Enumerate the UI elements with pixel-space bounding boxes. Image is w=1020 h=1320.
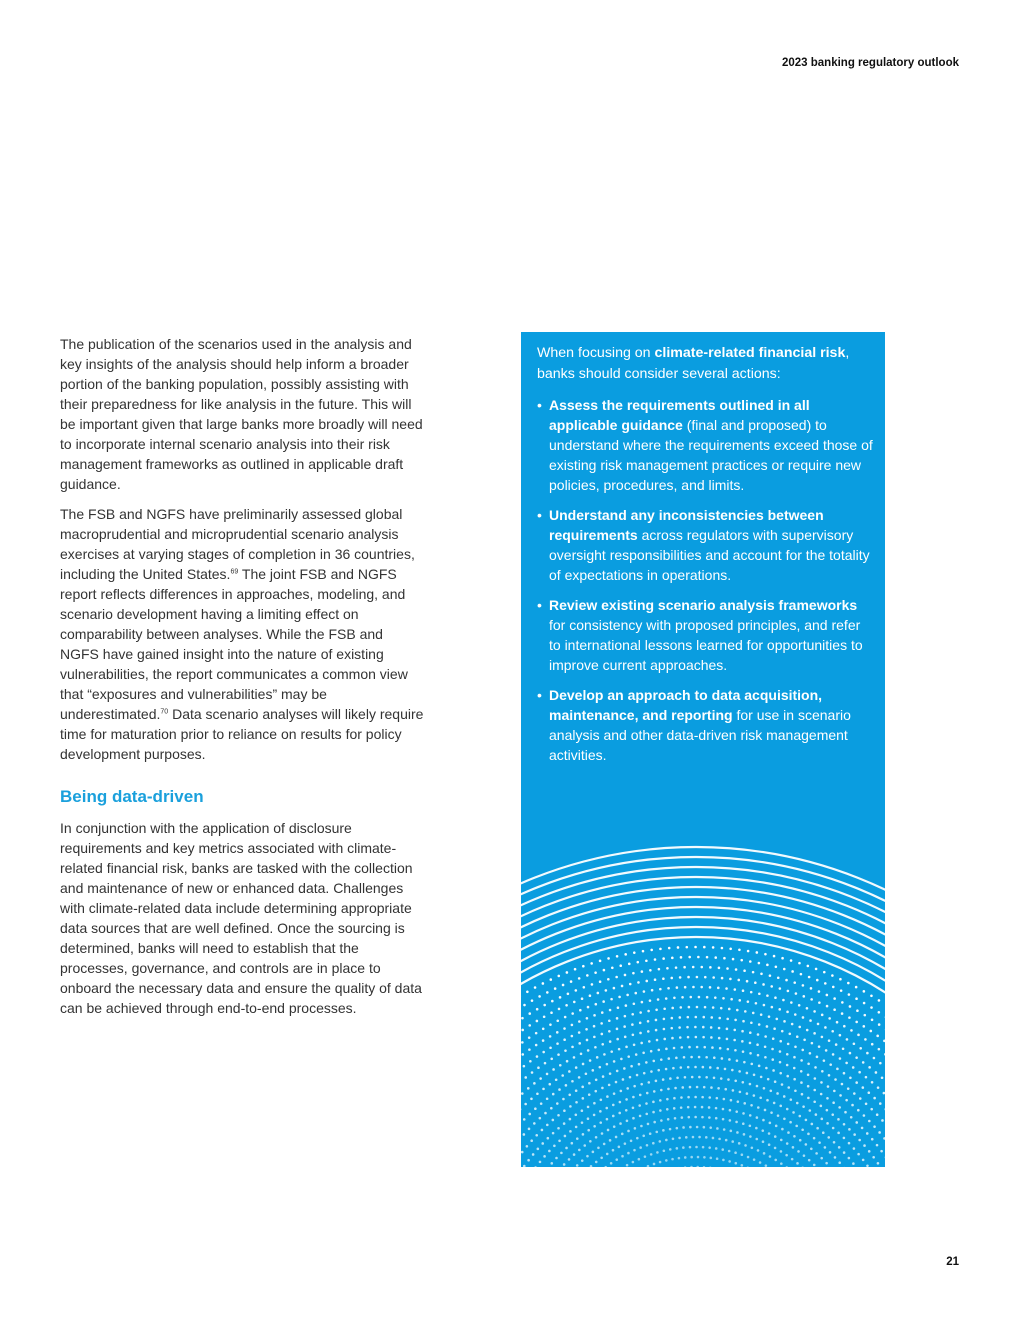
action-item-review bbox=[537, 595, 873, 675]
action-text: for use in scenario analysis and other data-driven risk management activities. bbox=[549, 707, 851, 763]
action-item-inconsistencies bbox=[537, 505, 873, 585]
callout-intro bbox=[537, 343, 873, 385]
pattern-arc bbox=[521, 917, 885, 1167]
footnote-ref-70[interactable]: 70 bbox=[160, 708, 169, 716]
bullet-icon: • bbox=[537, 507, 542, 523]
page-number: 21 bbox=[946, 1256, 959, 1268]
bullet-icon: • bbox=[537, 597, 542, 613]
paragraph-fsb-text-2: The joint FSB and NGFS report reflects differences in approaches, modeling, and scenario development having a limiting effect on comparability between analyses. While the FSB and NGFS have gained insight into the nature of existing vulnerabilities, the report communicates a common view that “exposures and vulnerabilities” may be underestimated. bbox=[60, 566, 408, 722]
actions-list bbox=[537, 395, 873, 765]
action-item-assess bbox=[537, 395, 873, 495]
action-text: (final and proposed) to understand where the requirements exceed those of existing risk management practices or require new policies, procedures, and limits. bbox=[549, 417, 873, 493]
action-bold: Review existing scenario analysis frameworks bbox=[549, 597, 858, 613]
paragraph-fsb-ngfs-assessment bbox=[60, 504, 424, 764]
pattern-arc bbox=[521, 937, 885, 1167]
left-column bbox=[60, 334, 424, 1028]
action-bold: Understand any inconsistencies between requirements bbox=[549, 507, 824, 543]
bullet-icon: • bbox=[537, 687, 542, 703]
callout-box bbox=[521, 332, 885, 1167]
pattern-arc bbox=[521, 1017, 885, 1167]
pattern-arc bbox=[521, 857, 885, 1167]
pattern-arc bbox=[556, 1147, 836, 1167]
callout-intro-bold: climate-related financial risk bbox=[654, 345, 846, 361]
section-heading-data-driven: Being data-driven bbox=[60, 787, 204, 806]
pattern-arc bbox=[521, 947, 885, 1167]
paragraph-scenario-publication: The publication of the scenarios used in the analysis and key insights of the analysis should help inform a broader portion of the banking population, possibly assisting with their preparedness for like analysis in the future. This will be important given that large banks more broadly will need to incorporate internal scenario analysis into their risk management frameworks as outlined in applicable draft guidance. bbox=[60, 336, 423, 492]
action-text: for consistency with proposed principles, and refer to international lessons learned for opportunities to improve current approaches. bbox=[549, 617, 863, 673]
paragraph-data-driven: In conjunction with the application of disclosure requirements and key metrics associated with climate-related financial risk, banks are tasked with the collection and maintenance of new or enhanced data. Challenges with climate-related data include determining appropriate data sources that are well defined. Once the sourcing is determined, banks will need to establish that the processes, governance, and controls are in place to onboard the necessary data and ensure the quality of data can be achieved through end-to-end processes. bbox=[60, 820, 422, 1016]
pattern-arc bbox=[521, 987, 885, 1167]
pattern-arc bbox=[526, 1117, 866, 1167]
callout-intro-suffix: , banks should consider several actions: bbox=[537, 345, 850, 382]
bullet-icon: • bbox=[537, 397, 542, 413]
action-item-develop bbox=[537, 685, 873, 765]
pattern-arc bbox=[521, 997, 885, 1167]
pattern-arc bbox=[521, 957, 885, 1167]
footnote-ref-69[interactable]: 69 bbox=[230, 568, 239, 576]
action-bold: Assess the requirements outlined in all applicable guidance bbox=[549, 397, 810, 433]
pattern-arc bbox=[566, 1157, 826, 1167]
callout-intro-prefix: When focusing on bbox=[537, 345, 655, 361]
pattern-arc bbox=[521, 1057, 885, 1167]
running-header: 2023 banking regulatory outlook bbox=[781, 57, 959, 69]
paragraph-fsb-text-3: Data scenario analyses will likely require time for maturation prior to reliance on results for policy development purposes. bbox=[60, 706, 424, 762]
action-text: across regulators with supervisory oversight responsibilities and account for the totality of expectations in operations. bbox=[549, 527, 870, 583]
action-bold: Develop an approach to data acquisition, maintenance, and reporting bbox=[549, 687, 823, 723]
paragraph-fsb-text-1: The FSB and NGFS have preliminarily assessed global macroprudential and microprudential scenario analysis exercises at varying stages of completion in 36 countries, including the United States. bbox=[60, 506, 415, 582]
pattern-arc bbox=[521, 977, 885, 1167]
callout-content bbox=[537, 343, 873, 775]
